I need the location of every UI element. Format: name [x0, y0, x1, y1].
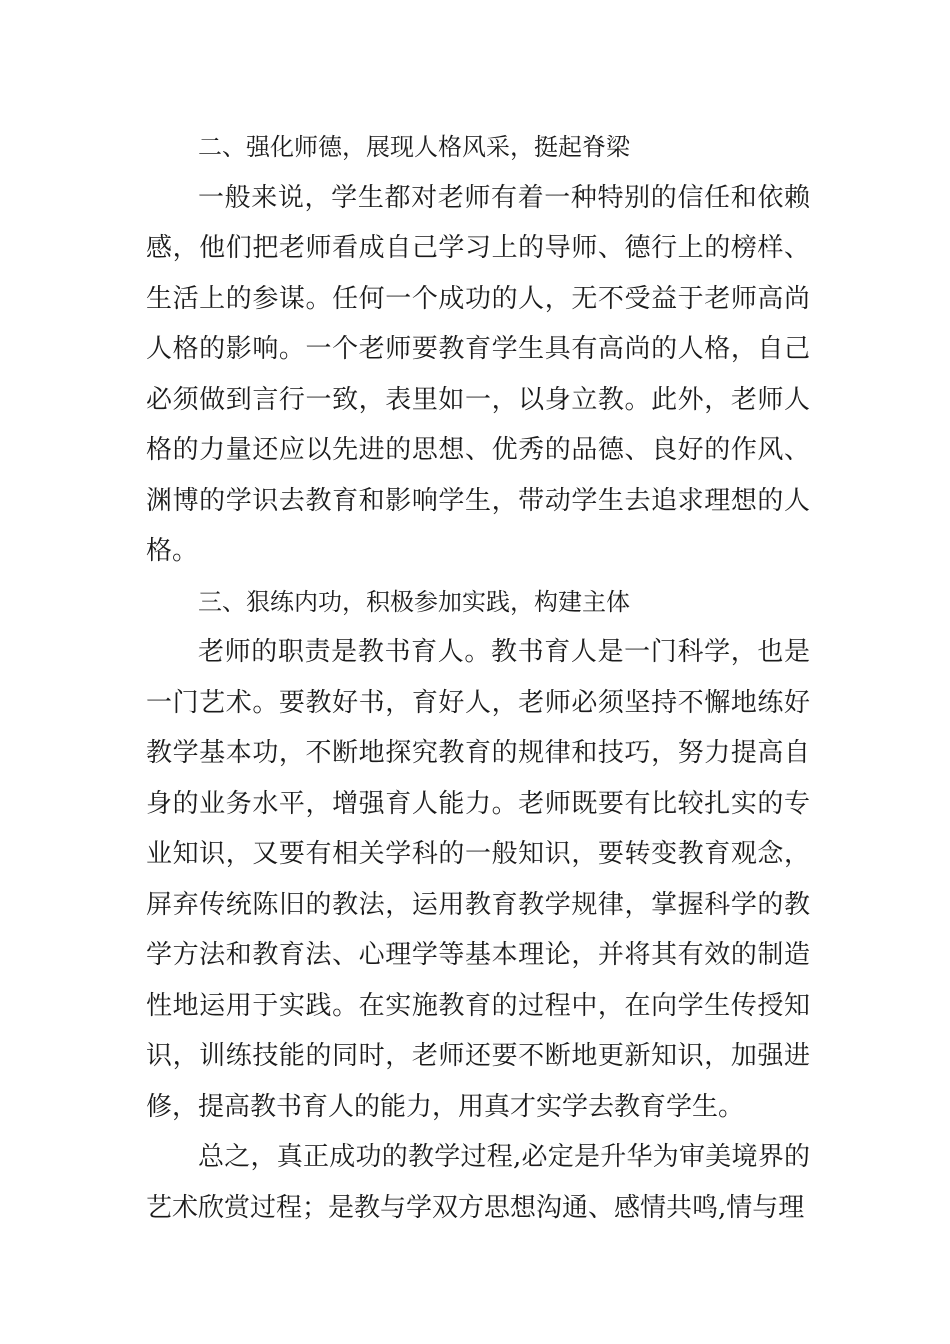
- section-2-paragraph: 一般来说，学生都对老师有着一种特别的信任和依赖感，他们把老师看成自己学习上的导师、德行上的榜样、生活上的参谋。任何一个成功的人，无不受益于老师高尚人格的影响。一个老师要教育学生具有高尚的人格，自己必须做到言行一致，表里如一，以身立教。此外，老师人格的力量还应以先进的思想、优秀的品德、良好的作风、渊博的学识去教育和影响学生，带动学生去追求理想的人格。: [146, 182, 810, 566]
- section-3-heading: 三、狠练内功，积极参加实践，构建主体: [198, 587, 630, 616]
- section-2-heading: 二、强化师德，展现人格风采，挺起脊梁: [198, 133, 630, 161]
- document-body: [146, 122, 810, 1233]
- section-3-paragraph: 老师的职责是教书育人。教书育人是一门科学，也是一门艺术。要教好书，育好人，老师必须坚持不懈地练好教学基本功，不断地探究教育的规律和技巧，努力提高自身的业务水平，增强育人能力。老师既要有比较扎实的专业知识，又要有相关学科的一般知识，要转变教育观念，屏弃传统陈旧的教法，运用教育教学规律，掌握科学的教学方法和教育法、心理学等基本理论，并将其有效的制造性地运用于实践。在实施教育的过程中，在向学生传授知识，训练技能的同时，老师还要不断地更新知识，加强进修，提高教书育人的能力，用真才实学去教育学生。: [146, 637, 810, 1122]
- conclusion-paragraph: 总之，真正成功的教学过程,必定是升华为审美境界的艺术欣赏过程；是教与学双方思想沟通、感情共鸣,情与理: [146, 1142, 810, 1223]
